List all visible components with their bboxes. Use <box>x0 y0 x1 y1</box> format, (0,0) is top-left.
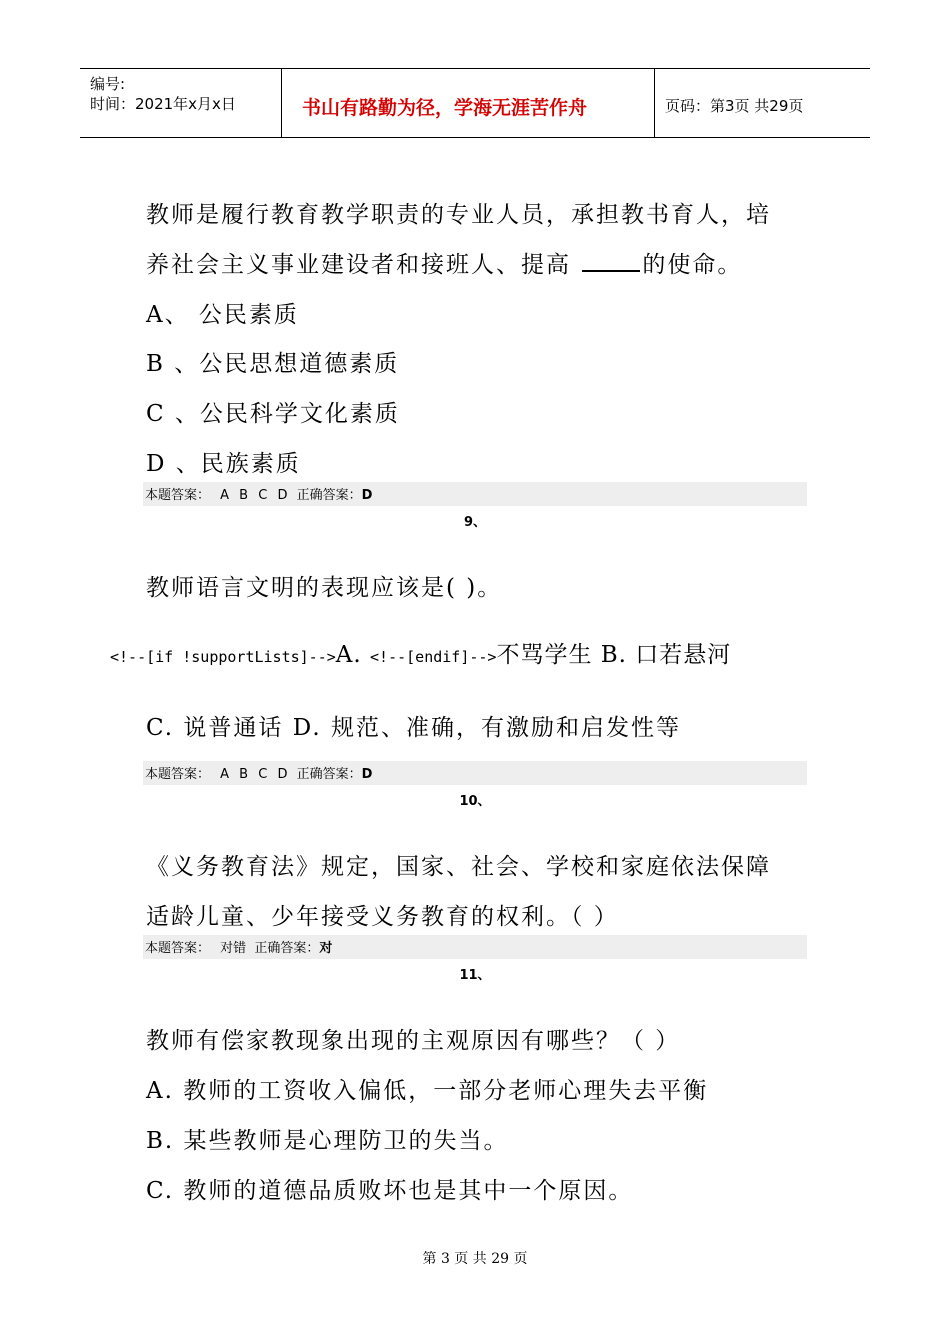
q11-number: 11、 <box>459 968 491 983</box>
number-label: 编号: <box>90 75 126 93</box>
correct-label: 正确答案： <box>296 767 362 782</box>
date-label: 时间：2021年x月x日 <box>90 95 236 113</box>
q9-number: 9、 <box>463 515 487 530</box>
q11-option-b: B. 某些教师是心理防卫的失当。 <box>146 1128 509 1154</box>
q9-line2 <box>110 636 731 669</box>
q8-line1: 教师是履行教育教学职责的专业人员，承担教书育人，培 <box>146 202 771 228</box>
motto-text: 书山有路勤为径，学海无涯苦作舟 <box>302 97 588 119</box>
q8-option-c: C 、公民科学文化素质 <box>146 401 400 427</box>
header-page-cell <box>655 69 870 137</box>
answer-label: 本题答案： <box>145 941 211 956</box>
correct-label: 正确答案： <box>254 941 320 956</box>
page-footer: 第 3 页 共 29 页 <box>422 1251 528 1267</box>
q10-answer-bar <box>143 935 807 959</box>
q11-line1: 教师有偿家教现象出现的主观原因有哪些？（ ） <box>146 1028 681 1054</box>
q10-line1: 《义务教育法》规定，国家、社会、学校和家庭依法保障 <box>146 854 771 880</box>
q8-option-a: A、 公民素质 <box>146 302 299 328</box>
answer-label: 本题答案： <box>145 767 211 782</box>
correct-answer: 对 <box>319 941 333 956</box>
correct-answer: D <box>361 488 373 503</box>
q8-answer-bar <box>143 482 807 506</box>
correct-answer: D <box>361 767 373 782</box>
page-header <box>80 68 870 138</box>
answer-choices: A B C D <box>220 488 291 503</box>
q11-option-a: A. 教师的工资收入偏低，一部分老师心理失去平衡 <box>146 1078 709 1104</box>
q9-answer-bar <box>143 761 807 785</box>
correct-label: 正确答案： <box>296 488 362 503</box>
answer-choices: A B C D <box>220 767 291 782</box>
q9-line1: 教师语言文明的表现应该是( )。 <box>146 575 503 601</box>
q8-line2-pre: 养社会主义事业建设者和接班人、提高 <box>146 252 581 278</box>
q9-option-a-label: A. <box>335 642 362 668</box>
q9-line3: C. 说普通话 D. 规范、准确，有激励和启发性等 <box>146 715 681 741</box>
answer-choices: 对错 <box>220 941 247 956</box>
html-comment-end: <!--[endif]--> <box>370 648 497 666</box>
page-label: 页码：第3页 共29页 <box>665 97 804 115</box>
q10-line2: 适龄儿童、少年接受义务教育的权利。（ ） <box>146 904 619 930</box>
q11-option-c: C. 教师的道德品质败坏也是其中一个原因。 <box>146 1178 634 1204</box>
q8-option-b: B 、公民思想道德素质 <box>146 351 400 377</box>
header-info-cell <box>80 69 282 137</box>
html-comment-start: <!--[if !supportLists]--> <box>110 648 336 666</box>
header-motto-cell <box>282 69 655 137</box>
fill-blank <box>582 252 640 272</box>
q8-option-d: D 、民族素质 <box>146 451 301 477</box>
q10-number: 10、 <box>459 794 491 809</box>
q9-option-a-text: 不骂学生 B. 口若悬河 <box>496 642 732 668</box>
answer-label: 本题答案： <box>145 488 211 503</box>
q8-line2-post: 的使命。 <box>642 252 743 278</box>
q8-line2 <box>146 246 742 279</box>
